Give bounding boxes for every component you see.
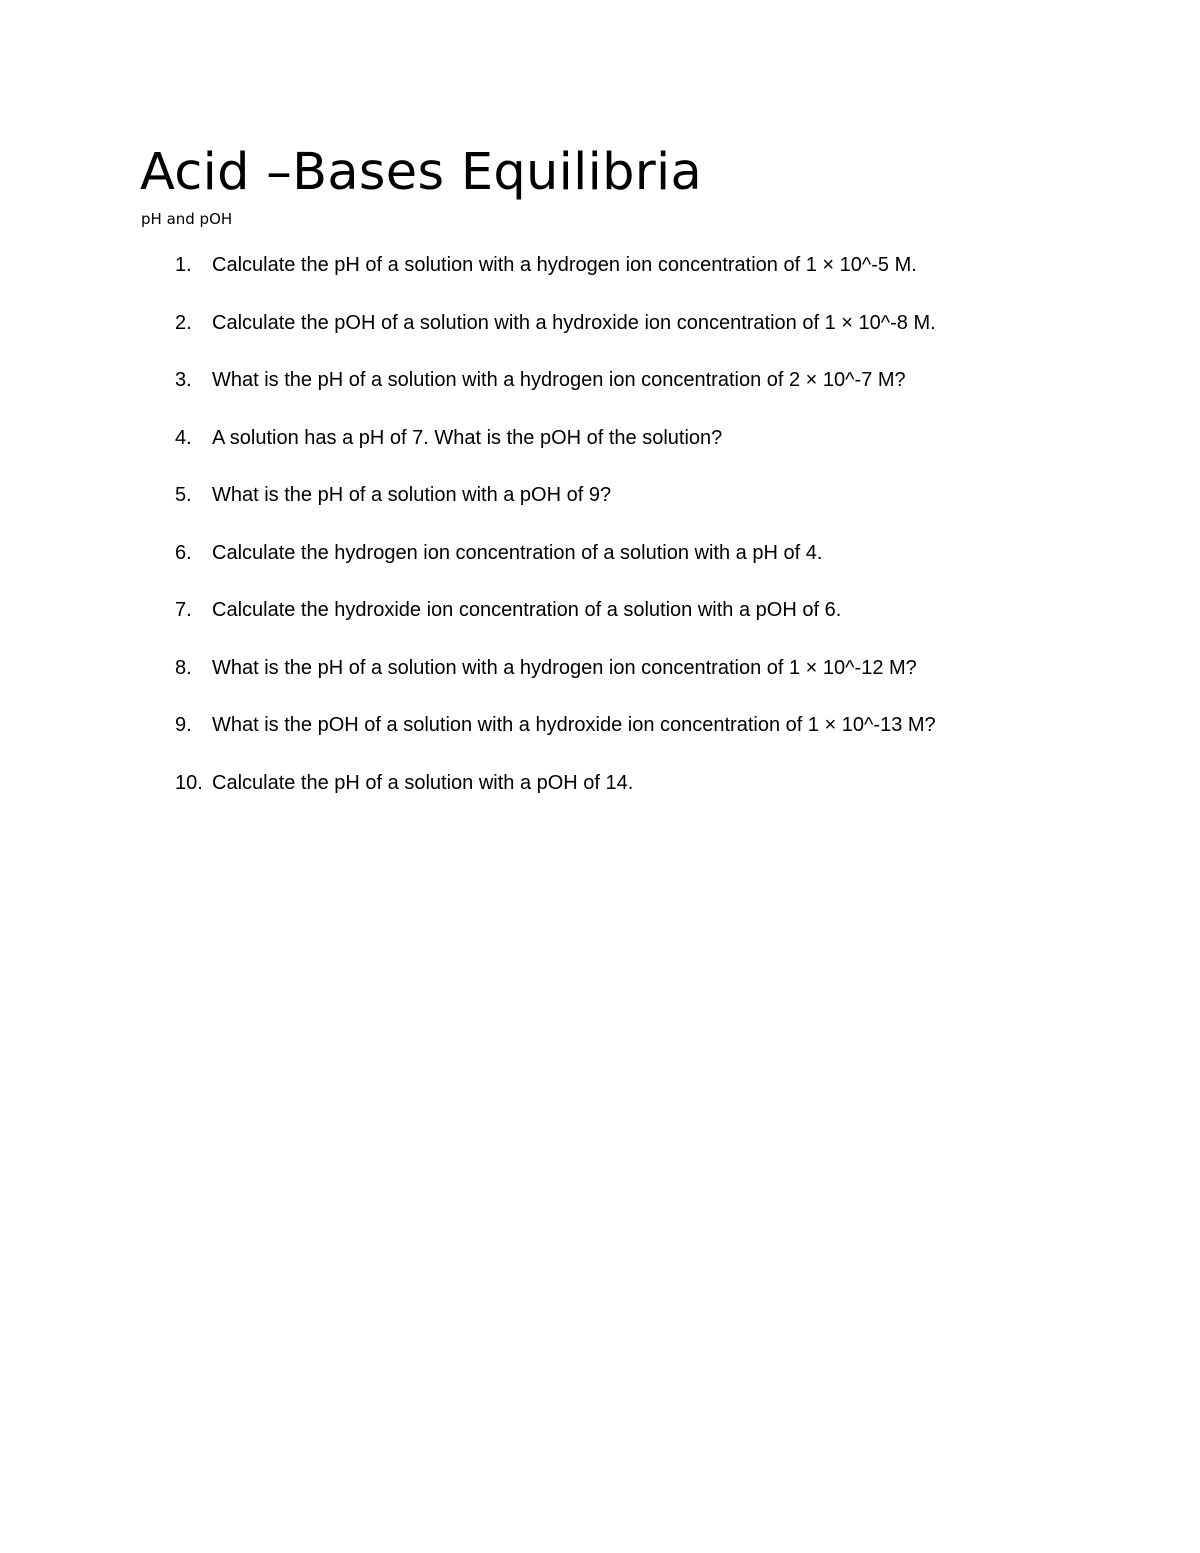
question-number: 8. xyxy=(175,656,192,679)
question-text: Calculate the hydroxide ion concentration of a solution with a pOH of 6. xyxy=(212,599,842,621)
question-number: 3. xyxy=(175,369,192,391)
page-title: Acid –Bases Equilibria xyxy=(140,143,703,202)
question-number: 2. xyxy=(175,311,192,334)
question-text: Calculate the pH of a solution with a hydrogen ion concentration of 1 × 10^-5 M. xyxy=(212,254,917,276)
question-text: What is the pOH of a solution with a hydroxide ion concentration of 1 × 10^-13 M? xyxy=(212,714,936,736)
question-number: 7. xyxy=(175,599,192,621)
question-text: A solution has a pH of 7. What is the pOH of the solution? xyxy=(212,426,723,449)
question-number: 6. xyxy=(175,541,192,564)
question-number: 9. xyxy=(175,714,192,736)
question-number: 10. xyxy=(175,771,203,794)
question-text: Calculate the pOH of a solution with a hydroxide ion concentration of 1 × 10^-8 M. xyxy=(212,311,936,334)
page-subtitle: pH and pOH xyxy=(141,210,233,228)
question-text: Calculate the pH of a solution with a pOH of 14. xyxy=(212,771,634,794)
question-number: 1. xyxy=(175,254,192,276)
question-text: Calculate the hydrogen ion concentration of a solution with a pH of 4. xyxy=(212,541,823,564)
question-text: What is the pH of a solution with a pOH of 9? xyxy=(212,484,612,506)
question-text: What is the pH of a solution with a hydrogen ion concentration of 1 × 10^-12 M? xyxy=(212,656,917,679)
question-number: 5. xyxy=(175,484,192,506)
question-text: What is the pH of a solution with a hydrogen ion concentration of 2 × 10^-7 M? xyxy=(212,369,906,391)
question-number: 4. xyxy=(175,426,192,449)
